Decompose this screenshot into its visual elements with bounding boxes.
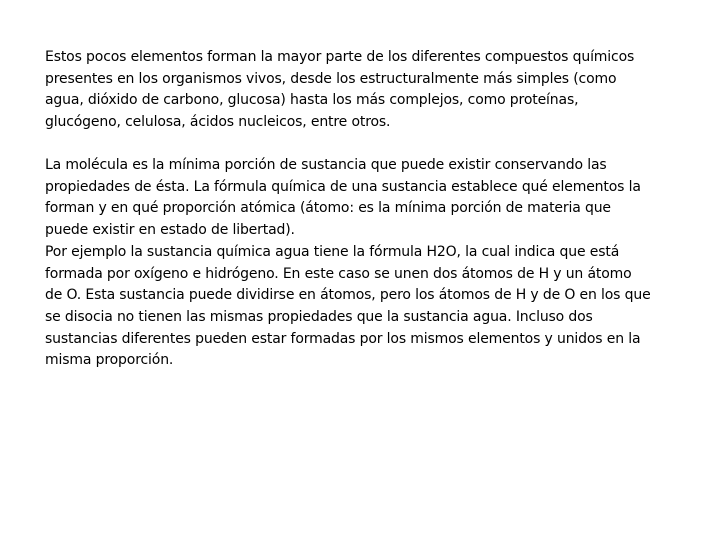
paragraph-line: de O. Esta sustancia puede dividirse en átomos, pero los átomos de H y de O en los que [45, 287, 651, 304]
paragraph-line: misma proporción. [45, 352, 174, 369]
paragraph-line: puede existir en estado de libertad). [45, 222, 295, 239]
paragraph-line: Estos pocos elementos forman la mayor parte de los diferentes compuestos químicos [45, 49, 635, 65]
paragraph-line: formada por oxígeno e hidrógeno. En este caso se unen dos átomos de H y un átomo [45, 265, 632, 282]
paragraph-line: se disocia no tienen las mismas propiedades que la sustancia agua. Incluso dos [45, 308, 593, 325]
paragraph-line: agua, dióxido de carbono, glucosa) hasta los más complejos, como proteínas, [45, 92, 579, 109]
paragraph-line: sustancias diferentes pueden estar formadas por los mismos elementos y unidos en la [45, 330, 641, 347]
paragraph-line: La molécula es la mínima porción de sustancia que puede existir conservando las [45, 157, 607, 173]
paragraph-molecule [45, 155, 695, 372]
paragraph-line: presentes en los organismos vivos, desde los estructuralmente más simples (como [45, 70, 617, 87]
paragraph-line: propiedades de ésta. La fórmula química de una sustancia establece qué elementos la [45, 178, 641, 195]
paragraph-line: forman y en qué proporción atómica (átomo: es la mínima porción de materia que [45, 200, 611, 217]
paragraph-elements [45, 47, 695, 134]
paragraph-line: glucógeno, celulosa, ácidos nucleicos, entre otros. [45, 114, 391, 131]
paragraph-line: Por ejemplo la sustancia química agua tiene la fórmula H2O, la cual indica que está [45, 243, 620, 260]
